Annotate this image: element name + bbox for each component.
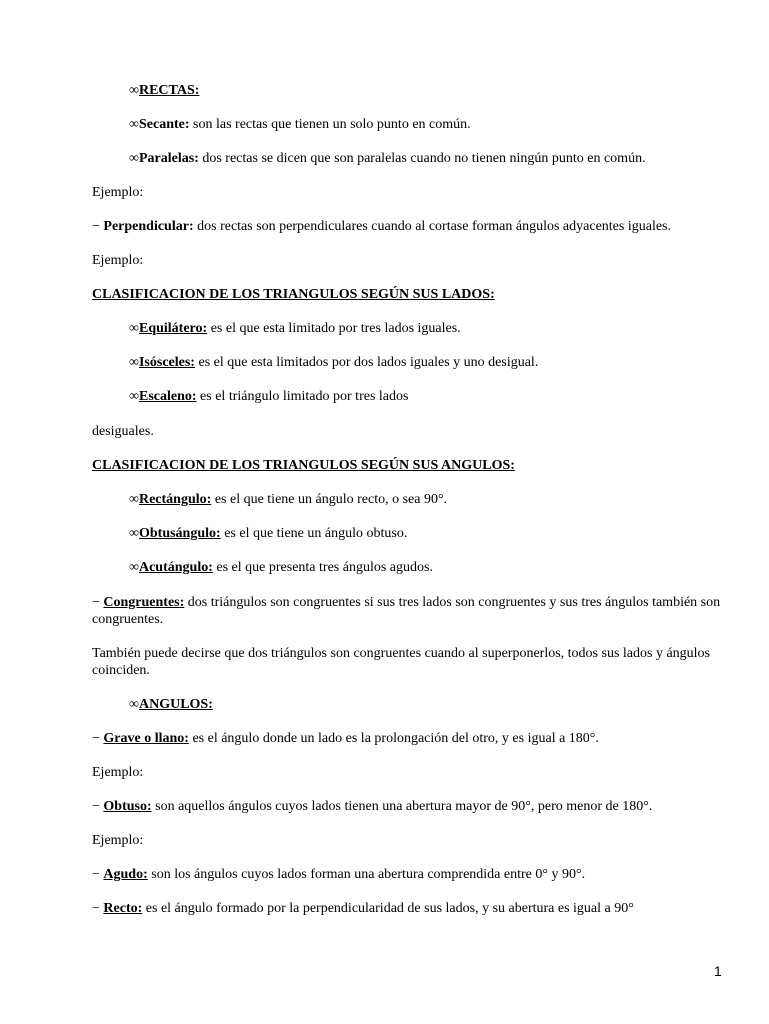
ejemplo-label: Ejemplo: [92, 833, 144, 848]
congruentes-item [92, 594, 732, 628]
infinity-bullet-icon: ∞ [129, 151, 139, 166]
recto-term: Recto: [103, 901, 143, 916]
obtuso-text: son aquellos ángulos cuyos lados tienen una abertura mayor de 90°, pero menor de 180°. [151, 799, 653, 814]
dash-bullet: − [92, 219, 104, 234]
dash-bullet: − [92, 799, 104, 814]
obtuso-term: Obtuso: [103, 799, 152, 814]
infinity-bullet-icon: ∞ [129, 83, 139, 98]
dash-bullet: − [92, 901, 104, 916]
isosceles-text: es el que esta limitados por dos lados iguales y uno desigual. [194, 355, 539, 370]
agudo-text: son los ángulos cuyos lados forman una abertura comprendida entre 0° y 90°. [147, 867, 586, 882]
infinity-bullet-icon: ∞ [129, 355, 139, 370]
obtusangulo-term: Obtusángulo: [138, 526, 221, 541]
perpendicular-term: Perpendicular: [103, 219, 194, 234]
acutangulo-term: Acutángulo: [138, 560, 213, 575]
section-heading-lados [92, 286, 732, 303]
infinity-bullet-icon: ∞ [129, 560, 139, 575]
ejemplo-label: Ejemplo: [92, 253, 144, 268]
rectangulo-term: Rectángulo: [138, 492, 212, 507]
infinity-bullet-icon: ∞ [129, 697, 139, 712]
isosceles-item [129, 354, 769, 371]
agudo-item [92, 866, 732, 883]
perpendicular-item [92, 218, 732, 235]
angulos-heading-label: ANGULOS: [138, 697, 213, 712]
grave-item [92, 730, 732, 747]
rectas-heading-label: RECTAS: [138, 83, 200, 98]
rectangulo-text: es el que tiene un ángulo recto, o sea 90°. [211, 492, 448, 507]
equilatero-item [129, 320, 769, 337]
secante-text: son las rectas que tienen un solo punto en común. [189, 117, 471, 132]
infinity-bullet-icon: ∞ [129, 389, 139, 404]
infinity-bullet-icon: ∞ [129, 526, 139, 541]
congruentes-text: dos triángulos son congruentes si sus tres lados son congruentes y sus tres ángulos también son congruentes. [92, 595, 721, 627]
paralelas-item [129, 150, 769, 167]
infinity-bullet-icon: ∞ [129, 321, 139, 336]
dash-bullet: − [92, 595, 104, 610]
infinity-bullet-icon: ∞ [129, 117, 139, 132]
congruentes-term: Congruentes: [103, 595, 185, 610]
rectas-heading [129, 82, 769, 99]
acutangulo-item [129, 559, 769, 576]
obtuso-item [92, 798, 732, 815]
escaleno-term: Escaleno: [138, 389, 197, 404]
page-number: 1 [714, 963, 722, 979]
escaleno-continuation: desiguales. [92, 424, 154, 439]
grave-term: Grave o llano: [103, 731, 189, 746]
agudo-term: Agudo: [103, 867, 148, 882]
recto-text: es el ángulo formado por la perpendicularidad de sus lados, y su abertura es igual a 90° [142, 901, 634, 916]
equilatero-term: Equilátero: [138, 321, 208, 336]
tambien-paragraph: También puede decirse que dos triángulos son congruentes cuando al superponerlos, todos sus lados y ángulos coinciden. [92, 646, 711, 678]
dash-bullet: − [92, 867, 104, 882]
obtusangulo-text: es el que tiene un ángulo obtuso. [220, 526, 408, 541]
recto-item [92, 900, 732, 917]
isosceles-term: Isósceles: [138, 355, 195, 370]
section-heading-angulos-text: CLASIFICACION DE LOS TRIANGULOS SEGÚN SUS ANGULOS: [92, 458, 515, 473]
infinity-bullet-icon: ∞ [129, 492, 139, 507]
secante-item [129, 116, 769, 133]
equilatero-text: es el que esta limitado por tres lados iguales. [207, 321, 461, 336]
ejemplo-label: Ejemplo: [92, 185, 144, 200]
escaleno-text: es el triángulo limitado por tres lados [196, 389, 409, 404]
acutangulo-text: es el que presenta tres ángulos agudos. [212, 560, 433, 575]
perpendicular-text: dos rectas son perpendiculares cuando al cortase forman ángulos adyacentes iguales. [193, 219, 671, 234]
paralelas-text: dos rectas se dicen que son paralelas cuando no tienen ningún punto en común. [198, 151, 646, 166]
rectangulo-item [129, 491, 769, 508]
ejemplo-label: Ejemplo: [92, 765, 144, 780]
grave-text: es el ángulo donde un lado es la prolongación del otro, y es igual a 180°. [188, 731, 599, 746]
secante-term: Secante: [138, 117, 190, 132]
paralelas-term: Paralelas: [138, 151, 199, 166]
angulos-heading [129, 696, 769, 713]
dash-bullet: − [92, 731, 104, 746]
section-heading-lados-text: CLASIFICACION DE LOS TRIANGULOS SEGÚN SUS LADOS: [92, 287, 495, 302]
obtusangulo-item [129, 525, 769, 542]
escaleno-item [129, 388, 769, 405]
section-heading-angulos [92, 457, 732, 474]
